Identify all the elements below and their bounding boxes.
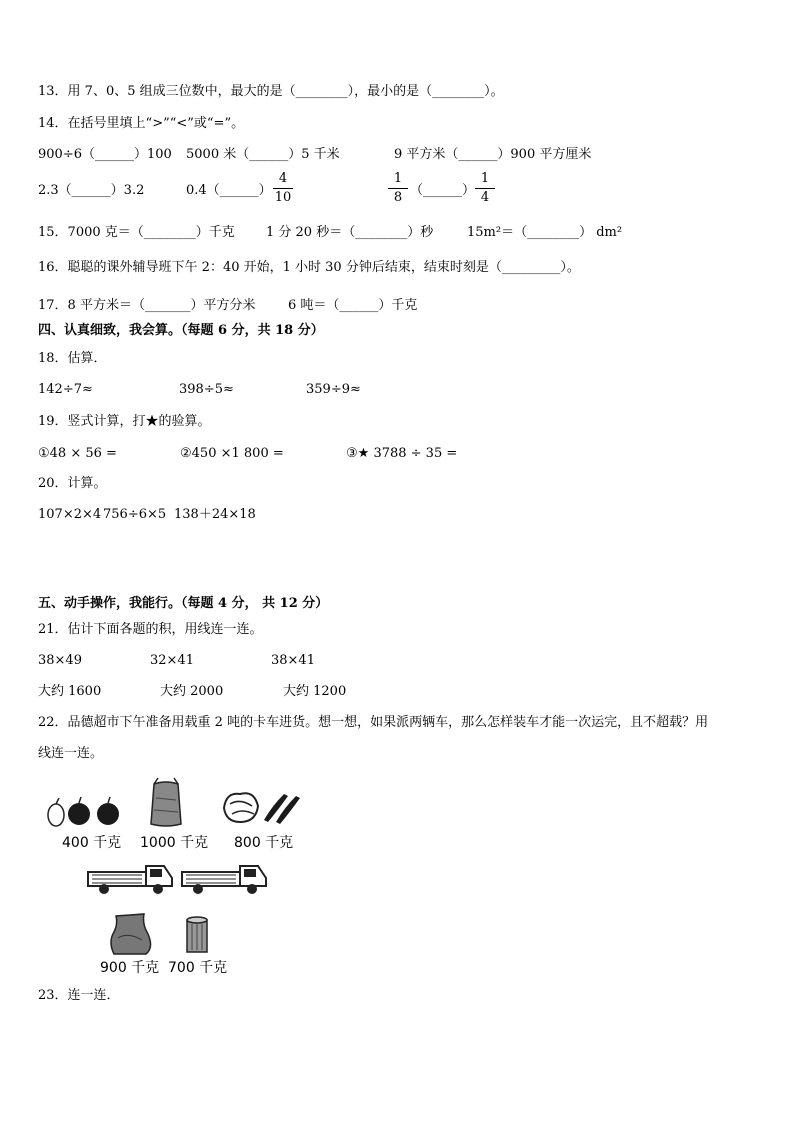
q21-estimate-2: 大约 2000 [160,684,224,699]
q21-estimate-3: 大约 1200 [283,684,347,699]
q14-item-4: 2.3（______）3.2 [38,183,145,198]
question-22-line-1: 22．品德超市下午准备用载重 2 吨的卡车进货。想一想，如果派两辆车，那么怎样装车才能一次运完，且不超载？用 [38,715,709,730]
q18-item-2: 398÷5≈ [179,382,234,397]
q21-product-2: 32×41 [150,653,194,668]
q21-product-3: 38×41 [271,653,315,668]
q14-item-1: 900÷6（______）100 [38,147,172,162]
q20-item-3: 138＋24×18 [174,507,256,522]
weight-label-fruit: 400 千克 [62,835,122,851]
q14-item-5: 0.4（______） [186,183,272,198]
fraction-denominator: 8 [393,190,403,205]
q19-item-3: ③★ 3788 ÷ 35 = [346,446,458,461]
weight-label-flour: 900 千克 [100,960,160,976]
weight-label-vegetables: 800 千克 [234,835,294,851]
q18-item-3: 359÷9≈ [306,382,361,397]
fraction-numerator: 1 [393,171,403,186]
question-13: 13．用 7、0、5 组成三位数中，最大的是（________），最小的是（________）。 [38,84,504,99]
fraction-denominator: 4 [480,190,490,205]
fraction-1-4 [474,172,496,205]
q20-item-1: 107×2×4 [38,507,102,522]
question-20-title: 20．计算。 [38,476,107,491]
section-4-heading: 四、认真细致，我会算。（每题 6 分，共 18 分） [38,323,324,338]
fraction-numerator: 1 [480,171,490,186]
q14-item-6-blank: （______） [410,183,476,198]
section-5-heading: 五、动手操作，我能行。（每题 4 分， 共 12 分） [38,596,329,611]
question-16: 16．聪聪的课外辅导班下午 2：40 开始，1 小时 30 分钟后结束，结束时刻是（_________）。 [38,260,580,275]
q15-item-1: 15．7000 克＝（________）千克 [38,225,235,240]
q15-item-2: 1 分 20 秒＝（________）秒 [266,225,434,240]
q17-item-1: 17．8 平方米＝（_______）平方分米 [38,298,256,313]
fraction-denominator: 10 [274,190,292,205]
q21-estimate-1: 大约 1600 [38,684,102,699]
flour-sack-illustration [108,912,154,956]
barrel-illustration [184,916,210,956]
q18-item-1: 142÷7≈ [38,382,93,397]
question-23: 23．连一连． [38,988,120,1003]
question-22-line-2: 线连一连。 [38,746,104,761]
q15-item-3: 15m²＝（________） dm² [467,225,623,240]
q19-item-1: ①48 × 56 = [38,446,117,461]
truck-illustration-1 [86,862,176,896]
question-21-title: 21．估计下面各题的积，用线连一连。 [38,622,263,637]
question-18-title: 18．估算． [38,351,107,366]
truck-illustration-2 [180,862,270,896]
fraction-4-10 [272,172,294,205]
fraction-numerator: 4 [278,171,288,186]
q17-item-2: 6 吨＝（______）千克 [288,298,418,313]
q14-item-2: 5000 米（______）5 千米 [186,147,340,162]
q21-product-1: 38×49 [38,653,82,668]
question-19-title: 19．竖式计算，打★的验算。 [38,414,211,429]
q14-item-3: 9 平方米（______）900 平方厘米 [394,147,592,162]
rice-sack-illustration [148,778,184,828]
fruit-illustration [46,796,126,828]
weight-label-barrel: 700 千克 [168,960,228,976]
question-14-title: 14．在括号里填上“>”“<”或“=”。 [38,116,245,131]
vegetables-illustration [220,786,302,826]
q19-item-2: ②450 ×1 800 = [180,446,284,461]
weight-label-rice: 1000 千克 [140,835,209,851]
fraction-1-8 [387,172,409,205]
q20-item-2: 756÷6×5 [103,507,167,522]
